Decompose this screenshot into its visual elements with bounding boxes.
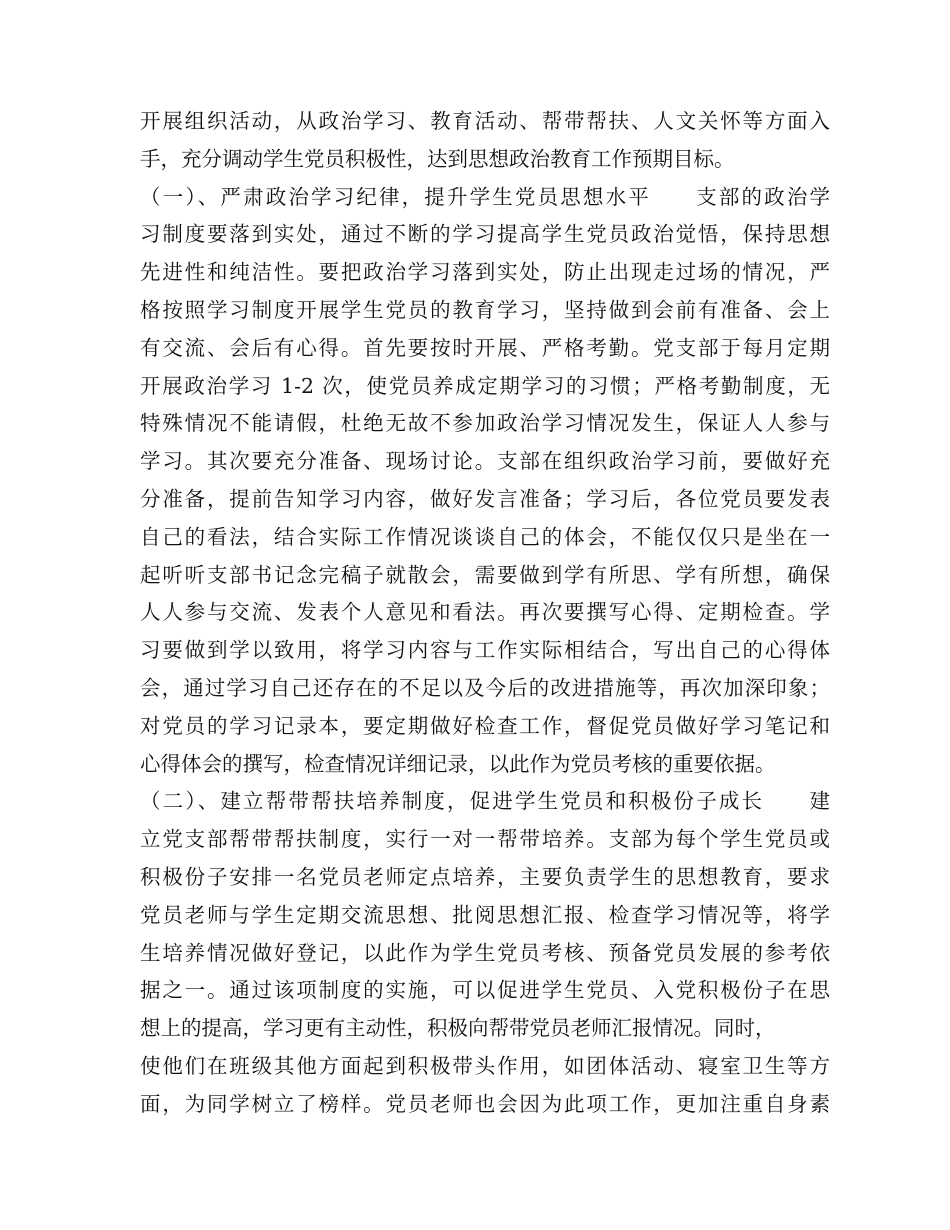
text-line: 起听听支部书记念完稿子就散会，需要做到学有所思、学有所想，确保 bbox=[140, 562, 830, 587]
text-line: 开展组织活动，从政治学习、教育活动、帮带帮扶、人文关怀等方面入 bbox=[140, 109, 830, 133]
text-line: 自己的看法，结合实际工作情况谈谈自己的体会，不能仅仅只是坐在一 bbox=[140, 524, 830, 549]
text-line: 人人参与交流、发表个人意见和看法。再次要撰写心得、定期检查。学 bbox=[140, 600, 830, 625]
body-text bbox=[140, 103, 830, 1124]
text-line: 党员老师与学生定期交流思想、批阅思想汇报、检查学习情况等，将学 bbox=[140, 902, 830, 927]
text-line: 分准备，提前告知学习内容，做好发言准备；学习后，各位党员要发表 bbox=[140, 486, 830, 511]
section-heading-line: （二）、建立帮带帮扶培养制度，促进学生党员和积极份子成长 建 bbox=[140, 789, 830, 814]
text-line: 据之一。通过该项制度的实施，可以促进学生党员、入党积极份子在思 bbox=[140, 978, 830, 1003]
text-line: 积极份子安排一名党员老师定点培养，主要负责学生的思想教育，要求 bbox=[140, 864, 830, 889]
text-line: 习要做到学以致用，将学习内容与工作实际相结合，写出自己的心得体 bbox=[140, 638, 830, 663]
text-line: 开展政治学习 1-2 次，使党员养成定期学习的习惯；严格考勤制度，无 bbox=[140, 373, 830, 398]
text-line: 会，通过学习自己还存在的不足以及今后的改进措施等，再次加深印象； bbox=[140, 675, 830, 700]
text-line: 特殊情况不能请假，杜绝无故不参加政治学习情况发生，保证人人参与 bbox=[140, 411, 830, 436]
text-line: 习制度要落到实处，通过不断的学习提高学生党员政治觉悟，保持思想 bbox=[140, 222, 830, 247]
text-line: 心得体会的撰写，检查情况详细记录，以此作为党员考核的重要依据。 bbox=[140, 751, 776, 776]
text-line: 学习。其次要充分准备、现场讨论。支部在组织政治学习前，要做好充 bbox=[140, 449, 830, 474]
text-line: 生培养情况做好登记，以此作为学生党员考核、预备党员发展的参考依 bbox=[140, 940, 830, 965]
text-line: 想上的提高，学习更有主动性，积极向帮带党员老师汇报情况。同时， bbox=[140, 1016, 776, 1041]
text-line: 立党支部帮带帮扶制度，实行一对一帮带培养。支部为每个学生党员或 bbox=[140, 827, 830, 852]
text-line: 对党员的学习记录本，要定期做好检查工作，督促党员做好学习笔记和 bbox=[140, 713, 830, 738]
text-line: 有交流、会后有心得。首先要按时开展、严格考勤。党支部于每月定期 bbox=[140, 335, 830, 360]
text-line: 面，为同学树立了榜样。党员老师也会因为此项工作，更加注重自身素 bbox=[140, 1091, 830, 1116]
text-line: 使他们在班级其他方面起到积极带头作用，如团体活动、寝室卫生等方 bbox=[140, 1053, 830, 1078]
text-line: 先进性和纯洁性。要把政治学习落到实处，防止出现走过场的情况，严 bbox=[140, 260, 830, 285]
text-line: 手，充分调动学生党员积极性，达到思想政治教育工作预期目标。 bbox=[140, 146, 735, 171]
text-line: 格按照学习制度开展学生党员的教育学习，坚持做到会前有准备、会上 bbox=[140, 297, 830, 322]
section-heading-line: （一）、严肃政治学习纪律，提升学生党员思想水平 支部的政治学 bbox=[140, 184, 830, 209]
